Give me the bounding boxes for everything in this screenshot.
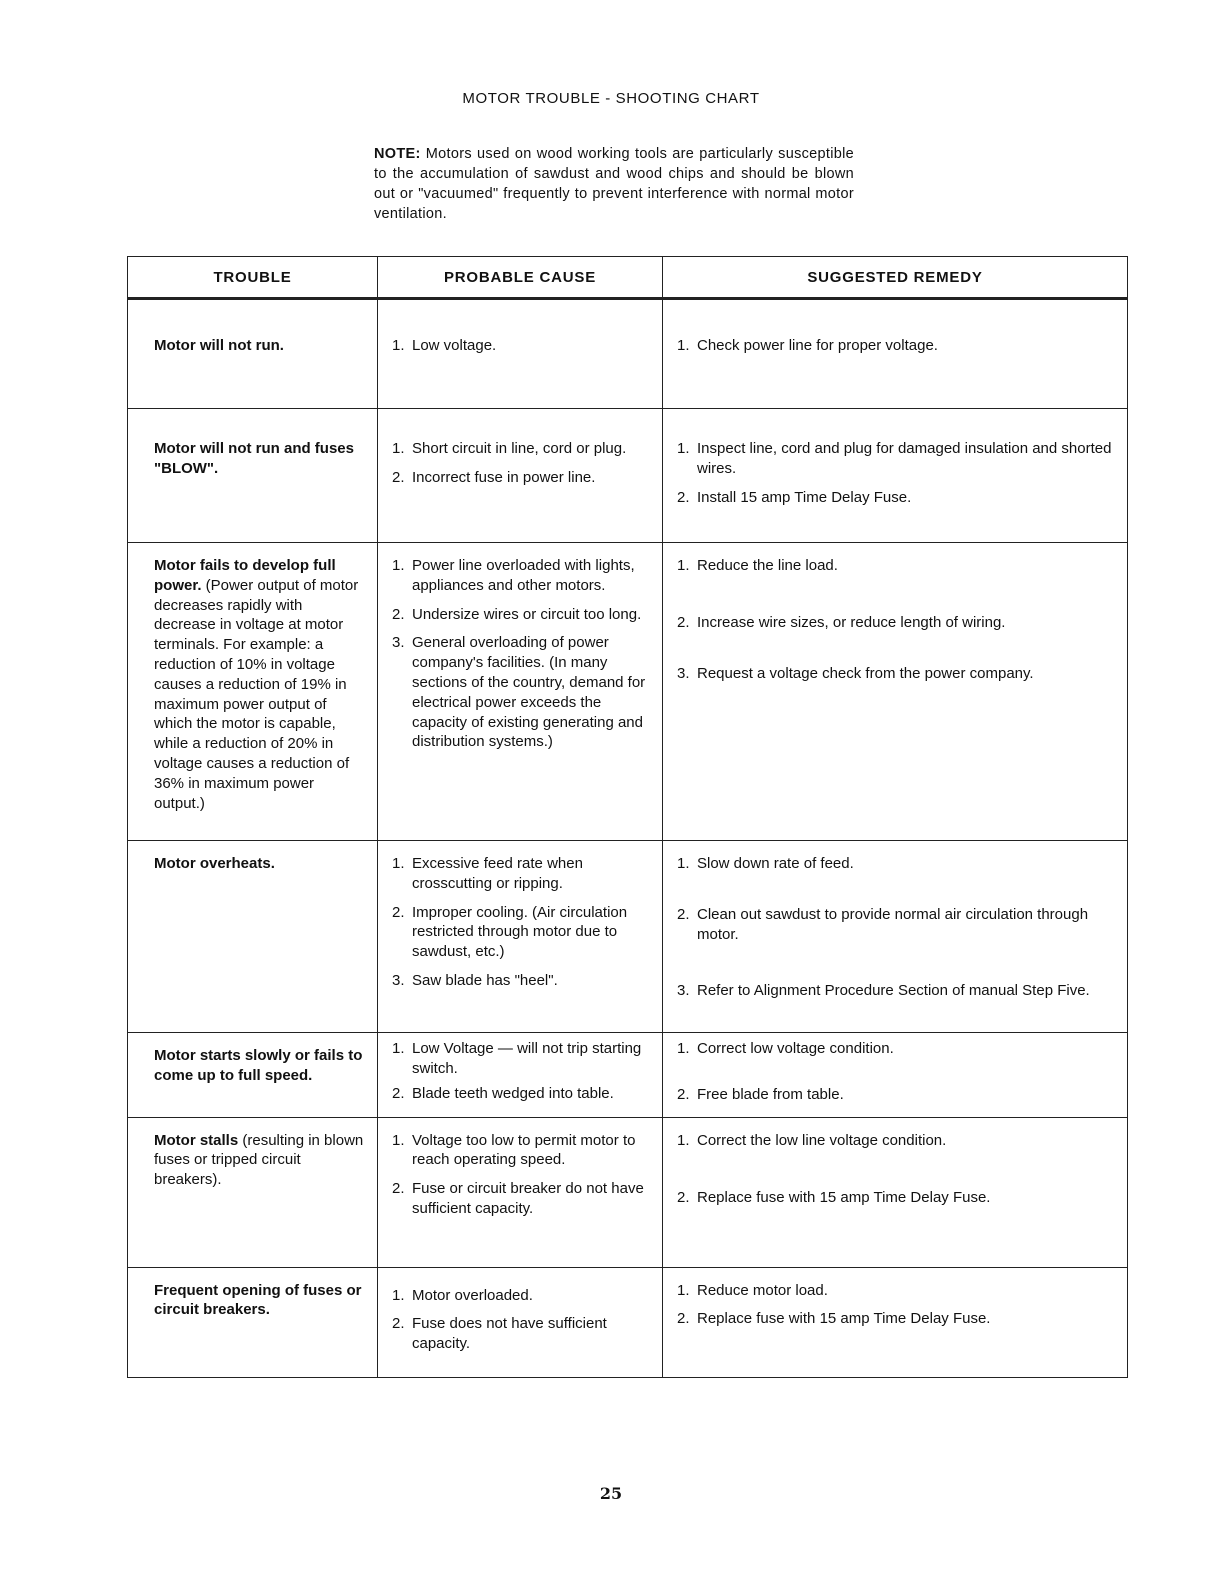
list-item bbox=[392, 468, 654, 488]
item-text: Replace fuse with 15 amp Time Delay Fuse. bbox=[697, 1189, 991, 1207]
item-text: Blade teeth wedged into table. bbox=[412, 1084, 614, 1102]
list-item bbox=[392, 1039, 654, 1079]
item-number: 1. bbox=[677, 1281, 690, 1299]
header-probable-cause: PROBABLE CAUSE bbox=[378, 257, 663, 299]
item-text: Reduce the line load. bbox=[697, 557, 838, 574]
note-paragraph bbox=[374, 144, 854, 224]
item-text: Undersize wires or circuit too long. bbox=[412, 605, 642, 623]
item-text: Low voltage. bbox=[412, 337, 497, 354]
item-number: 1. bbox=[392, 337, 405, 354]
remedy-cell bbox=[663, 543, 1128, 841]
list-item bbox=[677, 664, 1119, 684]
item-number: 3. bbox=[677, 982, 690, 1000]
list-item bbox=[677, 905, 1119, 945]
item-number: 2. bbox=[392, 903, 405, 921]
item-text: Free blade from table. bbox=[697, 1085, 844, 1103]
item-number: 3. bbox=[677, 664, 690, 682]
list-item bbox=[392, 1314, 654, 1354]
item-text: Reduce motor load. bbox=[697, 1281, 828, 1299]
cause-cell bbox=[378, 841, 663, 1033]
table-row bbox=[128, 409, 1128, 543]
page-title: MOTOR TROUBLE - SHOOTING CHART bbox=[462, 90, 760, 107]
remedy-cell bbox=[663, 1267, 1128, 1377]
item-text: Replace fuse with 15 amp Time Delay Fuse. bbox=[697, 1310, 991, 1328]
item-number: 1. bbox=[677, 855, 690, 872]
cause-cell bbox=[378, 1033, 663, 1118]
item-number: 1. bbox=[677, 1131, 690, 1149]
trouble-cell bbox=[128, 1267, 378, 1377]
item-number: 2. bbox=[392, 1315, 405, 1333]
trouble-cell bbox=[128, 543, 378, 841]
item-text: Short circuit in line, cord or plug. bbox=[412, 440, 627, 457]
item-number: 1. bbox=[677, 1040, 690, 1057]
list-item bbox=[392, 1131, 654, 1171]
item-number: 1. bbox=[677, 337, 690, 354]
list-item bbox=[677, 1085, 1119, 1105]
list-item bbox=[392, 1286, 654, 1306]
item-number: 1. bbox=[392, 1131, 405, 1149]
trouble-cell bbox=[128, 299, 378, 409]
trouble-detail: (Power output of motor decreases rapidly with decrease in voltage at motor terminals. For example: a reduction of 10% in voltage causes a reduction of 19% in maximum power output of which the motor is capable, while a reduction of 20% in voltage causes a reduction of 36% in maximum power output.) bbox=[154, 576, 359, 812]
item-text: Correct low voltage condition. bbox=[697, 1040, 894, 1057]
trouble-cell bbox=[128, 841, 378, 1033]
item-number: 1. bbox=[392, 1040, 405, 1057]
trouble-text: Motor will not run. bbox=[154, 337, 284, 354]
remedy-cell bbox=[663, 1117, 1128, 1267]
list-item bbox=[677, 981, 1119, 1001]
item-text: Power line overloaded with lights, appliances and other motors. bbox=[412, 557, 635, 594]
item-text: Install 15 amp Time Delay Fuse. bbox=[697, 488, 912, 506]
trouble-cell bbox=[128, 409, 378, 543]
list-item bbox=[677, 1188, 1119, 1208]
item-number: 3. bbox=[392, 634, 405, 652]
list-item bbox=[677, 613, 1119, 633]
troubleshooting-table bbox=[127, 256, 1128, 1378]
table-row bbox=[128, 1267, 1128, 1377]
list-item bbox=[392, 1179, 654, 1219]
list-item bbox=[392, 854, 654, 894]
item-text: Incorrect fuse in power line. bbox=[412, 468, 596, 486]
cause-cell bbox=[378, 1267, 663, 1377]
trouble-text: Motor fails to develop full power. bbox=[154, 557, 336, 594]
list-item bbox=[392, 556, 654, 596]
item-text: Low Voltage — will not trip starting switch. bbox=[412, 1040, 642, 1077]
table-row bbox=[128, 1117, 1128, 1267]
list-item bbox=[677, 1309, 1119, 1329]
cause-cell bbox=[378, 409, 663, 543]
list-item bbox=[677, 1281, 1119, 1301]
item-number: 3. bbox=[392, 971, 405, 989]
list-item bbox=[677, 1039, 1119, 1059]
page-number: 25 bbox=[599, 1484, 623, 1503]
item-number: 1. bbox=[677, 440, 690, 457]
item-text: Increase wire sizes, or reduce length of wiring. bbox=[697, 613, 1006, 631]
table-row bbox=[128, 1033, 1128, 1118]
table-header-row bbox=[128, 257, 1128, 299]
item-number: 2. bbox=[392, 605, 405, 623]
item-number: 2. bbox=[392, 1180, 405, 1198]
trouble-text: Motor will not run and fuses "BLOW". bbox=[154, 440, 354, 477]
item-text: Refer to Alignment Procedure Section of manual Step Five. bbox=[697, 982, 1090, 1000]
item-text: Correct the low line voltage condition. bbox=[697, 1131, 947, 1149]
cause-cell bbox=[378, 299, 663, 409]
item-text: Saw blade has "heel". bbox=[412, 971, 558, 989]
list-item bbox=[677, 488, 1119, 508]
list-item bbox=[392, 903, 654, 962]
trouble-cell bbox=[128, 1117, 378, 1267]
cause-cell bbox=[378, 1117, 663, 1267]
item-number: 2. bbox=[677, 488, 690, 506]
table-row bbox=[128, 841, 1128, 1033]
trouble-text: Frequent opening of fuses or circuit breakers. bbox=[154, 1281, 362, 1319]
list-item bbox=[677, 1131, 1119, 1151]
note-text: Motors used on wood working tools are particularly susceptible to the accumulation of sawdust and wood chips and should be blown out or "vacuumed" frequently to prevent interference with normal motor ventilation. bbox=[374, 146, 854, 222]
remedy-cell bbox=[663, 1033, 1128, 1118]
cause-cell bbox=[378, 543, 663, 841]
item-number: 2. bbox=[677, 905, 690, 923]
remedy-cell bbox=[663, 299, 1128, 409]
item-number: 2. bbox=[677, 1189, 690, 1207]
list-item bbox=[392, 336, 654, 356]
item-number: 1. bbox=[677, 557, 690, 574]
remedy-cell bbox=[663, 409, 1128, 543]
item-text: Voltage too low to permit motor to reach operating speed. bbox=[412, 1131, 636, 1169]
trouble-text: Motor overheats. bbox=[154, 855, 275, 872]
list-item bbox=[677, 439, 1119, 479]
item-number: 1. bbox=[392, 855, 405, 872]
item-number: 1. bbox=[392, 557, 405, 574]
header-suggested-remedy: SUGGESTED REMEDY bbox=[663, 257, 1128, 299]
item-text: Request a voltage check from the power company. bbox=[697, 664, 1034, 682]
item-text: Excessive feed rate when crosscutting or ripping. bbox=[412, 855, 583, 892]
item-number: 2. bbox=[392, 468, 405, 486]
list-item bbox=[677, 336, 1119, 356]
item-text: Improper cooling. (Air circulation restricted through motor due to sawdust, etc.) bbox=[412, 903, 628, 961]
item-number: 2. bbox=[677, 613, 690, 631]
list-item bbox=[392, 971, 654, 991]
table-row bbox=[128, 299, 1128, 409]
header-trouble: TROUBLE bbox=[128, 257, 378, 299]
list-item bbox=[392, 1084, 654, 1104]
item-number: 1. bbox=[392, 1286, 405, 1304]
item-text: Fuse or circuit breaker do not have sufficient capacity. bbox=[412, 1180, 644, 1217]
list-item bbox=[677, 556, 1119, 576]
list-item bbox=[677, 854, 1119, 874]
trouble-text: Motor stalls bbox=[154, 1131, 239, 1149]
list-item bbox=[392, 439, 654, 459]
item-text: Clean out sawdust to provide normal air circulation through motor. bbox=[697, 905, 1089, 943]
item-number: 2. bbox=[677, 1085, 690, 1103]
item-text: Motor overloaded. bbox=[412, 1286, 533, 1304]
trouble-detail: (resulting in blown fuses or tripped circuit breakers). bbox=[154, 1131, 364, 1189]
table-row bbox=[128, 543, 1128, 841]
item-text: Slow down rate of feed. bbox=[697, 855, 854, 872]
item-text: Check power line for proper voltage. bbox=[697, 337, 938, 354]
item-number: 2. bbox=[392, 1084, 405, 1102]
note-label: NOTE: bbox=[374, 146, 421, 162]
remedy-cell bbox=[663, 841, 1128, 1033]
trouble-text: Motor starts slowly or fails to come up to full speed. bbox=[154, 1047, 363, 1084]
trouble-cell bbox=[128, 1033, 378, 1118]
item-number: 1. bbox=[392, 440, 405, 457]
item-text: Fuse does not have sufficient capacity. bbox=[412, 1315, 607, 1353]
list-item bbox=[392, 605, 654, 625]
item-number: 2. bbox=[677, 1310, 690, 1328]
item-text: Inspect line, cord and plug for damaged insulation and shorted wires. bbox=[697, 440, 1112, 477]
item-text: General overloading of power company's facilities. (In many sections of the country, demand for electrical power exceeds the capacity of existing generating and distribution systems.) bbox=[412, 634, 646, 751]
list-item bbox=[392, 633, 654, 752]
